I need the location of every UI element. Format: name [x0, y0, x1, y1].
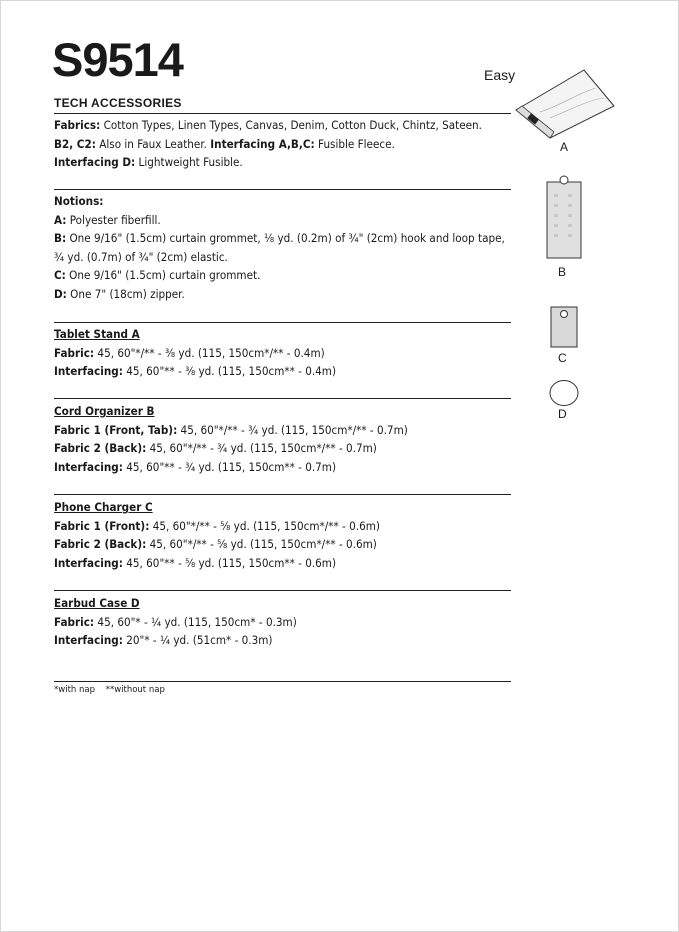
section-heading: Phone Charger C [54, 500, 153, 514]
yardage-line: Fabric 2 (Back): 45, 60"*/** - ¾ yd. (115, 150cm*/** - 0.7m) [54, 441, 377, 455]
divider [54, 189, 511, 190]
divider [54, 322, 511, 323]
footnote: *with nap [54, 685, 95, 695]
yardage-line: Fabric: 45, 60"* - ¼ yd. (115, 150cm* - 0.3m) [54, 614, 297, 629]
view-label: D [558, 407, 567, 421]
section-tablet-stand [54, 326, 336, 382]
view-label: C [558, 351, 567, 365]
yardage-line: Fabric 1 (Front): 45, 60"*/** - ⅝ yd. (115, 150cm*/** - 0.6m) [54, 518, 380, 533]
section-earbud-case [54, 595, 297, 651]
view-a-illustration [510, 66, 620, 146]
pattern-number: S9514 [52, 33, 183, 86]
view-b-illustration [544, 172, 584, 262]
notion-line: C: One 9/16" (1.5cm) curtain grommet. [54, 268, 261, 282]
view-d-illustration [548, 378, 580, 408]
divider [54, 494, 511, 495]
section-heading: Cord Organizer B [54, 404, 155, 418]
section-heading: Tablet Stand A [54, 327, 140, 341]
yardage-line: Interfacing: 45, 60"** - ⅝ yd. (115, 150cm** - 0.6m) [54, 555, 337, 570]
yardage-line: Interfacing: 20"* - ¼ yd. (51cm* - 0.3m) [54, 633, 273, 647]
yardage-line: Fabric: 45, 60"*/** - ⅜ yd. (115, 150cm*/** - 0.4m) [54, 345, 325, 360]
yardage-line: Fabric 2 (Back): 45, 60"*/** - ⅝ yd. (115, 150cm*/** - 0.6m) [54, 537, 377, 551]
footnote: **without nap [105, 685, 165, 695]
notion-line: A: Polyester fiberfill. [54, 212, 161, 227]
notions-block [54, 193, 505, 304]
notion-line: D: One 7" (18cm) zipper. [54, 286, 185, 301]
divider [54, 398, 511, 399]
fabrics-line: Interfacing D: Lightweight Fusible. [54, 155, 243, 169]
notion-line: B: One 9/16" (1.5cm) curtain grommet, ⅛ yd. (0.2m) of ¾" (2cm) hook and loop tape, [54, 231, 505, 245]
section-phone-charger [54, 499, 380, 573]
section-heading: Earbud Case D [54, 596, 140, 610]
yardage-line: Fabric 1 (Front, Tab): 45, 60"*/** - ¾ yd. (115, 150cm*/** - 0.7m) [54, 422, 408, 437]
divider [54, 681, 511, 682]
notion-line: ¾ yd. (0.7m) of ¾" (2cm) elastic. [54, 249, 228, 264]
yardage-line: Interfacing: 45, 60"** - ⅜ yd. (115, 150cm** - 0.4m) [54, 364, 337, 378]
fabrics-block [54, 117, 482, 173]
notions-heading: Notions: [54, 194, 104, 208]
view-label: B [558, 265, 567, 279]
difficulty-label: Easy [484, 67, 516, 83]
fabrics-line: B2, C2: Also in Faux Leather. Interfacing A,B,C: Fusible Fleece. [54, 136, 395, 151]
section-cord-organizer [54, 403, 408, 477]
yardage-line: Interfacing: 45, 60"** - ¾ yd. (115, 150cm** - 0.7m) [54, 459, 337, 474]
divider [54, 590, 511, 591]
divider [54, 113, 511, 114]
view-c-illustration [549, 305, 579, 349]
pattern-title: TECH ACCESSORIES [54, 96, 182, 110]
footnotes [54, 685, 173, 695]
view-label: A [560, 140, 569, 154]
fabrics-line: Fabrics: Cotton Types, Linen Types, Canvas, Denim, Cotton Duck, Chintz, Sateen. [54, 118, 482, 132]
